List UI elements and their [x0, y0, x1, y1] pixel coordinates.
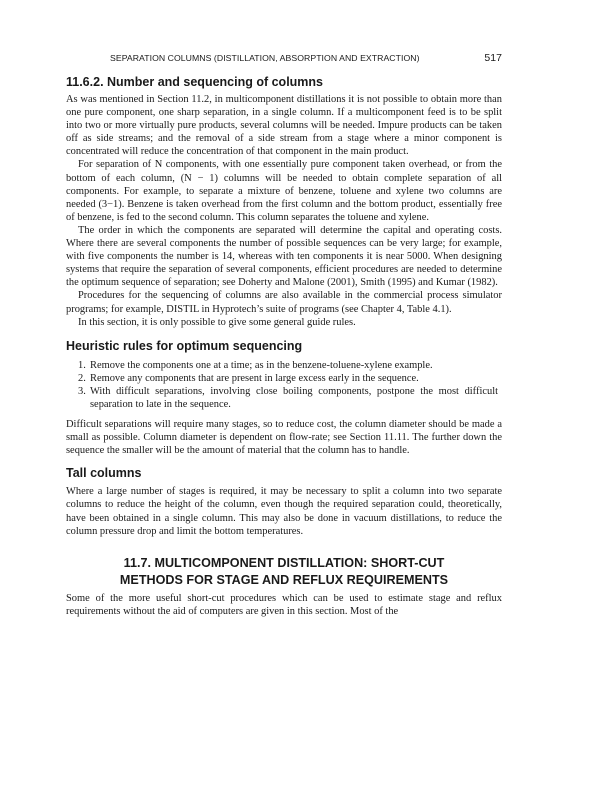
running-title: SEPARATION COLUMNS (DISTILLATION, ABSORPTION AND EXTRACTION) [110, 53, 420, 63]
paragraph: Procedures for the sequencing of columns are also available in the commercial process simulator programs; for example, DISTIL in Hyprotech’s suite of programs (see Chapter 4, Table 4.1). [66, 290, 502, 315]
subsection-heading-11-6-2: 11.6.2. Number and sequencing of columns [66, 75, 324, 89]
heuristic-rules-list [66, 359, 502, 411]
list-text: Remove the components one at a time; as in the benzene-toluene-xylene example. [90, 359, 433, 371]
section-heading-11-7 [66, 555, 502, 589]
list-text: With difficult separations, involving close boiling components, postpone the most difficult separation to late in the sequence. [90, 385, 498, 410]
paragraph: For separation of N components, with one essentially pure component taken overhead, or from the bottom of each column, (N − 1) columns will be needed to obtain complete separation of all components. For example, to separate a mixture of benzene, toluene and xylene two columns are needed (3−1). Benzene is taken overhead from the first column and the bottom product, essentially free of benzene, is fed to the second column. This column separates the toluene and xylene. [66, 159, 502, 223]
paragraph: As was mentioned in Section 11.2, in multicomponent distillations it is not possible to obtain more than one pure component, one sharp separation, in a single column. If a multicomponent feed is to be split into two or more virtually pure products, several columns will be needed. Impure products can be taken off as side streams; and the removal of a side stream from a stage where a minor component is concentrated will reduce the concentration of that component in the main product. [66, 94, 502, 158]
list-item [66, 359, 502, 372]
paragraph: In this section, it is only possible to give some general guide rules. [78, 316, 356, 328]
list-number: 3. [78, 385, 86, 397]
section-heading-line: METHODS FOR STAGE AND REFLUX REQUIREMENTS [119, 572, 449, 587]
page-number: 517 [484, 52, 502, 64]
paragraph: Some of the more useful short-cut procedures which can be used to estimate stage and reflux requirements without the aid of computers are given in this section. Most of the [66, 592, 502, 617]
paragraph: Where a large number of stages is required, it may be necessary to split a column into two separate columns to reduce the height of the column, even though the required separation could, theoretically, have been obtained in a single column. This may also be done in vacuum distillations, to reduce the column pressure drop and limit the bottom temperatures. [66, 486, 502, 537]
list-number: 2. [78, 372, 86, 384]
list-item [66, 372, 502, 385]
list-item [66, 385, 502, 411]
section-heading-line: 11.7. MULTICOMPONENT DISTILLATION: SHORT-CUT [123, 555, 445, 570]
list-number: 1. [78, 359, 86, 371]
heuristics-heading: Heuristic rules for optimum sequencing [66, 338, 303, 353]
list-text: Remove any components that are present in large excess early in the sequence. [90, 372, 419, 384]
page-content [66, 74, 502, 618]
paragraph: The order in which the components are separated will determine the capital and operating costs. Where there are several components the number of possible sequences can be very large; for example, with five components the number is 14, whereas with ten components it is near 5000. When designing systems that require the separation of several components, efficient procedures are needed to determine the optimum sequence of separation; see Doherty and Malone (2001), Smith (1995) and Kumar (1982). [66, 224, 502, 289]
tall-columns-heading: Tall columns [66, 466, 142, 481]
paragraph: Difficult separations will require many stages, so to reduce cost, the column diameter should be made a small as possible. Column diameter is dependent on flow-rate; see Section 11.11. The further down the sequence the smaller will be the amount of material that the column has to handle. [66, 419, 502, 457]
